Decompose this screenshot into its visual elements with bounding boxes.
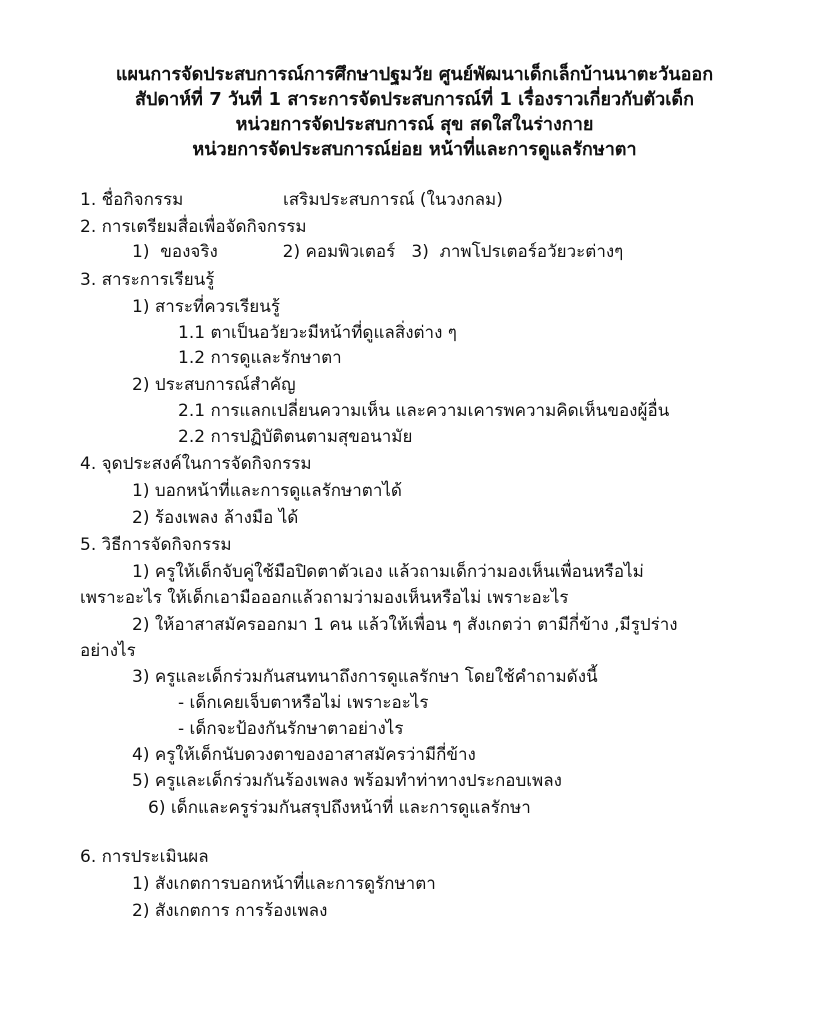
list-item: 5) ครูและเด็กร่วมกันร้องเพลง พร้อมทำท่าทางประกอบเพลง [132, 771, 562, 791]
list-item: 1) สาระที่ควรเรียนรู้ [132, 297, 280, 317]
activity-name-value: เสริมประสบการณ์ (ในวงกลม) [283, 190, 503, 210]
list-item: 1) ครูให้เด็กจับคู่ใช้มือปิดตาตัวเอง แล้วถามเด็กว่ามองเห็นเพื่อนหรือไม่ [132, 562, 644, 582]
materials-list: 1) ของจริง 2) คอมพิวเตอร์ 3) ภาพโปรเตอร์อวัยวะต่างๆ [132, 242, 624, 262]
list-item: 4) ครูให้เด็กนับดวงตาของอาสาสมัครว่ามีกี่ข้าง [132, 745, 476, 765]
section-4-heading: 4. จุดประสงค์ในการจัดกิจกรรม [80, 454, 312, 474]
list-item: 6) เด็กและครูร่วมกันสรุปถึงหน้าที่ และการดูแลรักษา [148, 798, 531, 818]
question-item: - เด็กจะป้องกันรักษาตาอย่างไร [178, 719, 404, 739]
list-item: 1.2 การดูและรักษาตา [178, 348, 342, 368]
list-item: 2.2 การปฏิบัติตนตามสุขอนามัย [178, 427, 413, 447]
title-line-1: แผนการจัดประสบการณ์การศึกษาปฐมวัย ศูนย์พัฒนาเด็กเล็กบ้านนาตะวันออก [115, 64, 714, 85]
title-line-2: สัปดาห์ที่ 7 วันที่ 1 สาระการจัดประสบการณ์ที่ 1 เรื่องราวเกี่ยวกับตัวเด็ก [134, 89, 694, 110]
list-item: 1.1 ตาเป็นอวัยวะมีหน้าที่ดูแลสิ่งต่าง ๆ [178, 323, 457, 343]
list-item: 2) ให้อาสาสมัครออกมา 1 คน แล้วให้เพื่อน ๆ สังเกตว่า ตามีกี่ข้าง ,มีรูปร่าง [132, 615, 678, 635]
list-item: 1) บอกหน้าที่และการดูแลรักษาตาได้ [132, 481, 402, 501]
list-item: 3) ครูและเด็กร่วมกันสนทนาถึงการดูแลรักษา โดยใช้คำถามดังนี้ [132, 667, 598, 687]
list-item-continuation: อย่างไร [80, 641, 136, 661]
section-2-heading: 2. การเตรียมสื่อเพื่อจัดกิจกรรม [80, 217, 307, 237]
section-6-heading: 6. การประเมินผล [80, 847, 209, 867]
list-item: 1) สังเกตการบอกหน้าที่และการดูรักษาตา [132, 874, 436, 894]
activity-name-label: 1. ชื่อกิจกรรม [80, 190, 184, 210]
list-item: 2) สังเกตการ การร้องเพลง [132, 901, 328, 921]
title-line-3: หน่วยการจัดประสบการณ์ สุข สดใสในร่างกาย [235, 114, 594, 135]
list-item: 2) ประสบการณ์สำคัญ [132, 375, 296, 395]
section-5-heading: 5. วิธีการจัดกิจกรรม [80, 535, 232, 555]
title-line-4: หน่วยการจัดประสบการณ์ย่อย หน้าที่และการดูแลรักษาตา [192, 139, 637, 160]
question-item: - เด็กเคยเจ็บตาหรือไม่ เพราะอะไร [178, 693, 429, 713]
list-item-continuation: เพราะอะไร ให้เด็กเอามือออกแล้วถามว่ามองเห็นหรือไม่ เพราะอะไร [80, 588, 569, 608]
list-item: 2) ร้องเพลง ล้างมือ ได้ [132, 508, 299, 528]
list-item: 2.1 การแลกเปลี่ยนความเห็น และความเคารพความคิดเห็นของผู้อื่น [178, 401, 670, 421]
section-3-heading: 3. สาระการเรียนรู้ [80, 270, 215, 290]
